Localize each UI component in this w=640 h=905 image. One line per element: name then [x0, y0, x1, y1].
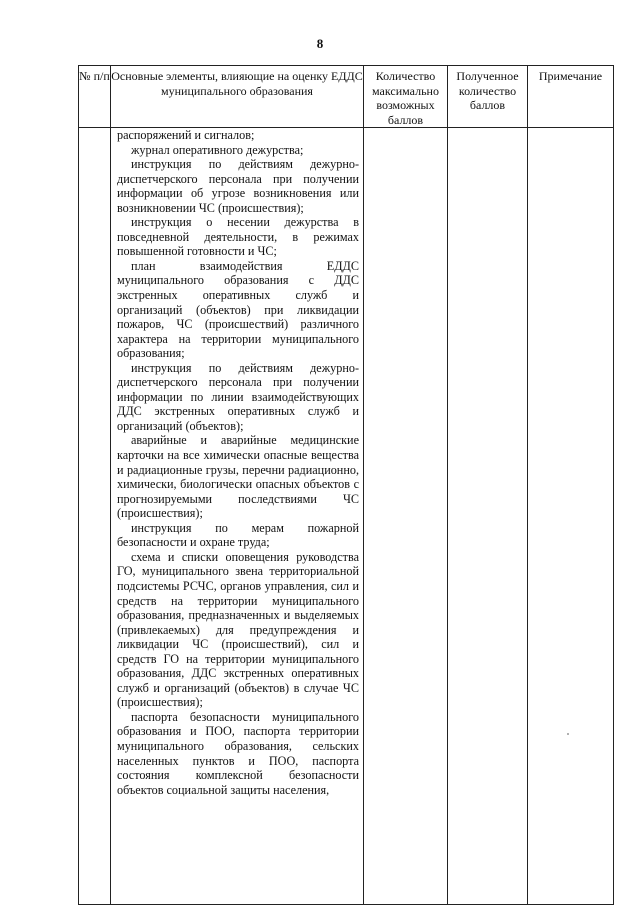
scan-speck — [567, 733, 569, 735]
paragraph: аварийные и аварийные медицинские карточки на все химически опасные вещества и радиационные грузы, перечни радиационно, химически, биологически опасных объектов с прогнозируемыми последствиями ЧС (происшествия); — [117, 433, 359, 521]
paragraph: инструкция по действиям дежурно-диспетчерского персонала при получении информации об угрозе возникновения или возникновении ЧС (происшествия); — [117, 157, 359, 215]
paragraph: схема и списки оповещения руководства ГО, муниципального звена территориальной подсистемы РСЧС, органов управления, сил и средств на территории муниципального образования, предназначенных и выделяемых (привлекаемых) для предупреждения и ликвидации ЧС (происшествий), сил и средств ГО на территории муниципального образования, ДДС экстренных оперативных служб и организаций (объектов) в случае ЧС (происшествия); — [117, 549, 359, 710]
table-header-row — [79, 66, 614, 128]
paragraph: журнал оперативного дежурства; — [131, 142, 304, 157]
paragraph: инструкция о несении дежурства в повседневной деятельности, в режимах повышенной готовности и ЧС; — [117, 215, 359, 259]
header-max-points: Количество максимально возможных баллов — [364, 66, 448, 128]
cell-num — [79, 128, 111, 905]
cell-note — [528, 128, 614, 905]
paragraph: инструкция по мерам пожарной безопасности и охране труда; — [117, 520, 359, 550]
criteria-table — [78, 65, 614, 905]
paragraph: план взаимодействия ЕДДС муниципального образования с ДДС экстренных оперативных служб и организаций (объектов) при ликвидации пожаров, ЧС (происшествий) различного характера на территории муниципального образования; — [117, 258, 359, 361]
cell-max-points — [364, 128, 448, 905]
cell-main — [111, 128, 364, 905]
header-num: № п/п — [79, 66, 111, 128]
paragraph: инструкция по действиям дежурно-диспетчерского персонала при получении информации по линии взаимодействующих ДДС экстренных оперативных служб и организаций (объектов); — [117, 360, 359, 433]
page-number: 8 — [316, 36, 324, 51]
table-row — [79, 128, 614, 905]
paragraph: распоряжений и сигналов; — [117, 128, 255, 142]
header-note: Примечание — [528, 66, 614, 128]
header-main: Основные элементы, влияющие на оценку ЕДДС муниципального образования — [111, 66, 364, 128]
header-received-points: Полученное количество баллов — [448, 66, 528, 128]
cell-received-points — [448, 128, 528, 905]
paragraph: паспорта безопасности муниципального образования и ПОО, паспорта территории муниципального образования, сельских населенных пунктов и ПОО, паспорта состояния комплексной безопасности объектов социальной защиты населения, — [117, 709, 359, 797]
